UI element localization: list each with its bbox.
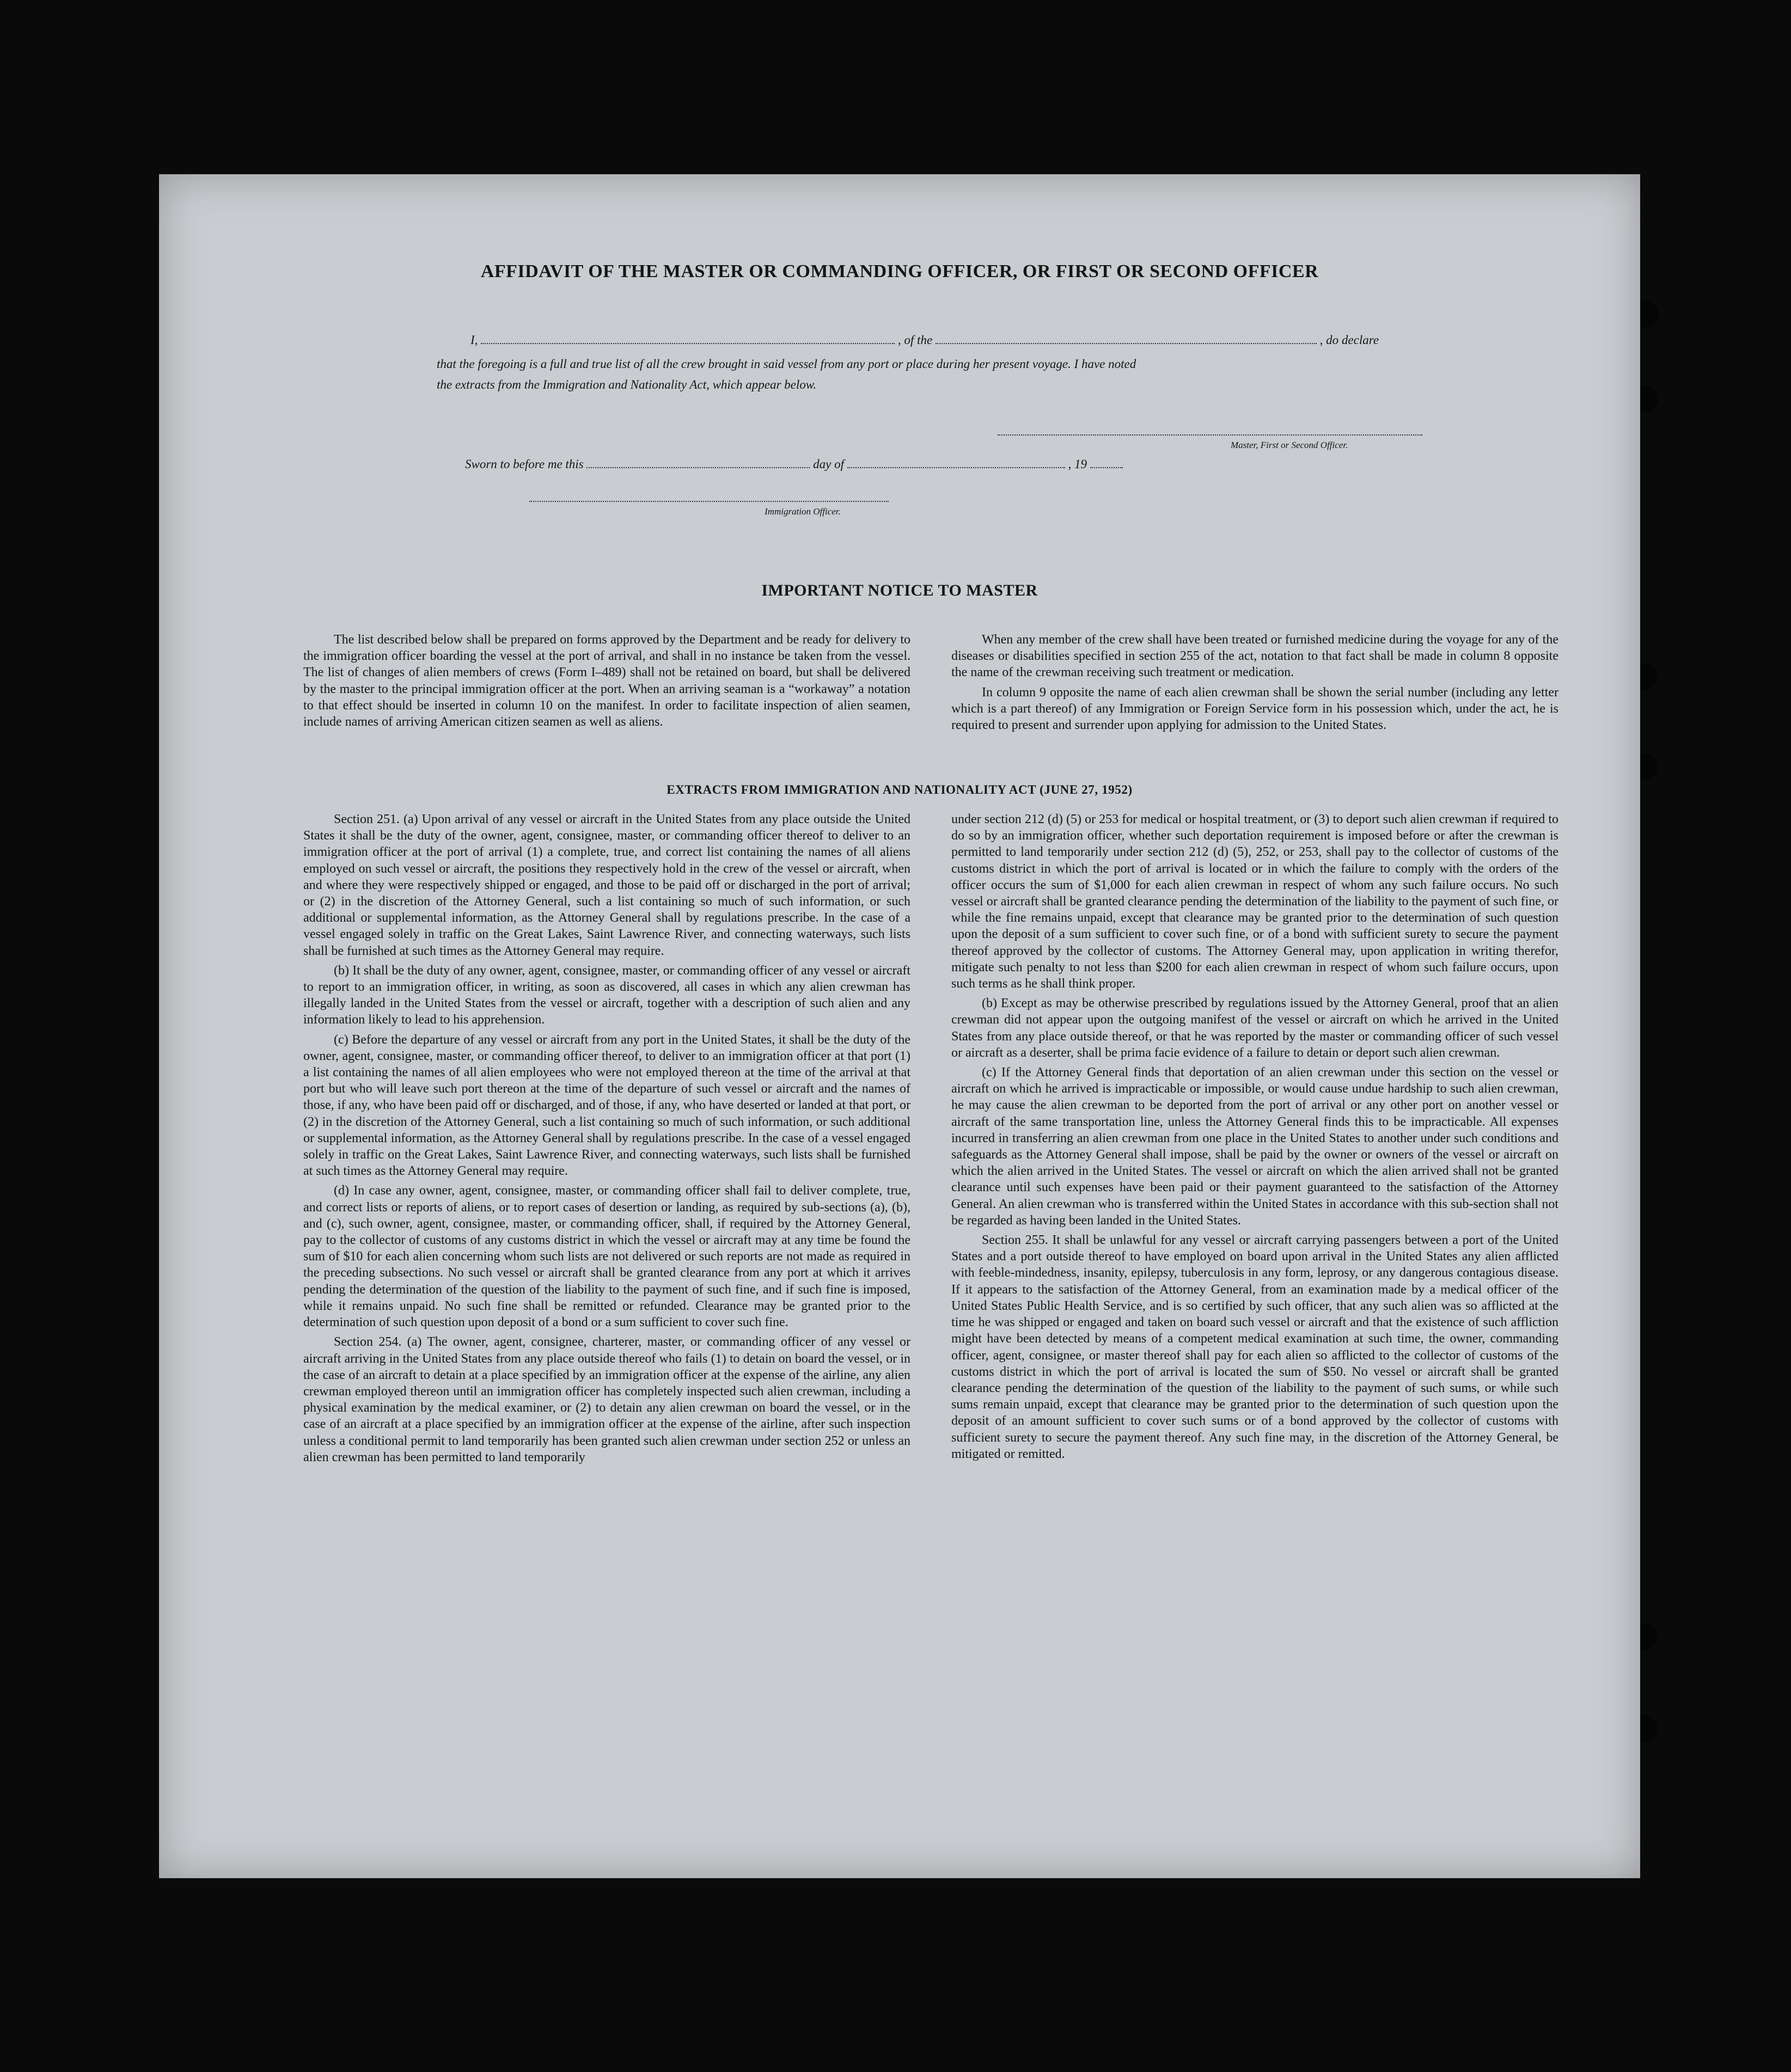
do-declare-label: , do declare — [1319, 333, 1379, 347]
declaration-line-1: that the foregoing is a full and true list of all the crew brought in said vessel from any port or place during her present voyage. I have noted — [437, 357, 1136, 371]
immigration-officer-label: Immigration Officer. — [765, 506, 841, 517]
i-label: I, — [470, 333, 478, 347]
section-paragraph: (c) Before the departure of any vessel or aircraft from any port in the United States, it shall be the duty of the owner, agent, consignee, master, or commanding officer thereof, to deliver to an immigration officer at that port (1) a list containing the names of all alien employees who were not employed thereon at the time of the arrival at that port but who will leave such port thereon at the time of the departure of such vessel or aircraft and the names of those, if any, who have been paid off or discharged, and of those, if any, who have deserted or landed at that port, or (2) in the discretion of the Attorney General, such a list containing so much of such information, or such additional or supplemental information, as the Attorney General shall by regulations prescribe. In the case of a vessel engaged solely in traffic on the Great Lakes, Saint Lawrence River, and connecting waterways, such lists shall be furnished at such times as the Attorney General may require. — [303, 1032, 910, 1179]
of-the-label: , of the — [897, 333, 933, 347]
extracts-left-column — [303, 811, 910, 1469]
extracts-right-column — [951, 811, 1558, 1466]
master-signature-label: Master, First or Second Officer. — [1231, 440, 1348, 450]
name-blank — [481, 333, 895, 344]
sworn-label: Sworn to before me this — [465, 457, 584, 471]
day-of-label: day of — [813, 457, 844, 471]
section-paragraph: (d) In case any owner, agent, consignee, master, or commanding officer shall fail to deliver complete, true, and correct lists or reports of aliens, or to report cases of desertion or landing, as required by sub-sections (a), (b), and (c), such owner, agent, consignee, master, or commanding officer, shall, if required by the Attorney General, pay to the collector of customs of any customs district in which the vessel or aircraft may at any time be found the sum of $10 for each alien concerning whom such lists are not delivered or such reports are not made as required in the preceding subsections. No such vessel or aircraft shall be granted clearance from any port at which it arrives pending the determination of the question of the liability to the payment of such fine, and if such fine is imposed, while it remains unpaid. No such fine shall be remitted or refunded. Clearance may be granted prior to the determination of such question upon deposit of a bond or a sum sufficient to cover such fine. — [303, 1184, 910, 1330]
declaration-line-2: the extracts from the Immigration and Nationality Act, which appear below. — [437, 378, 817, 391]
notice-right-paragraph: In column 9 opposite the name of each alien crewman shall be shown the serial number (including any letter which is a part thereof) of any Immigration or Foreign Service form in his possession which, under the act, he is required to present and surrender upon applying for admission to the United States. — [951, 685, 1558, 733]
master-signature-line — [998, 434, 1422, 436]
year-label: , 19 — [1068, 457, 1087, 471]
notice-title: IMPORTANT NOTICE TO MASTER — [761, 581, 1038, 599]
affidavit-title: AFFIDAVIT OF THE MASTER OR COMMANDING OFFICER, OR FIRST OR SECOND OFFICER — [480, 261, 1319, 281]
notice-left-column — [303, 632, 910, 733]
notice-right-paragraph: When any member of the crew shall have been treated or furnished medicine during the voyage for any of the diseases or disabilities specified in section 255 of the act, notation to that fact shall be made in column 8 opposite the name of the crewman receiving such treatment or medication. — [951, 633, 1558, 680]
vessel-blank — [936, 333, 1317, 344]
sworn-month-blank — [847, 457, 1065, 468]
section-paragraph: under section 212 (d) (5) or 253 for medical or hospital treatment, or (3) to deport such alien crewman if required to do so by an immigration officer, whether such deportation requirement is imposed before or after the crewman is permitted to land temporarily under section 212 (d) (5), 252, or 253, shall pay to the collector of customs of the customs district in which the port of arrival is located or in which the failure to comply with the orders of the officer occurs the sum of $1,000 for each alien crewman in respect of whom any such failure occurs. No such vessel or aircraft shall be granted clearance pending the determination of the liability to the payment of such fine, or while the fine remains unpaid, except that clearance may be granted prior to the determination of such question upon the deposit of a sum sufficient to cover such fine, or of a bond with sufficient surety to secure the payment thereof approved by the collector of customs. The Attorney General may, upon application in writing therefor, mitigate such penalty to not less than $200 for each alien crewman in respect of whom such failure occurs, upon such terms as he shall think proper. — [951, 812, 1558, 991]
section-paragraph: Section 254. (a) The owner, agent, consignee, charterer, master, or commanding officer of any vessel or aircraft arriving in the United States from any place outside thereof who fails (1) to detain on board the vessel, or in the case of an aircraft to detain at a place specified by an immigration officer at the expense of the airline, any alien crewman employed thereon until an immigration officer has completely inspected such alien crewman, including a physical examination by the medical examiner, or (2) to detain any alien crewman on board the vessel, or in the case of an aircraft at a place specified by an immigration officer at the expense of the airline, after such inspection unless a conditional permit to land temporarily has been granted such alien crewman under section 252 or unless an alien crewman has been permitted to land temporarily — [303, 1335, 910, 1464]
section-paragraph: Section 255. It shall be unlawful for any vessel or aircraft carrying passengers between a port of the United States and a port outside thereof to have employed on board upon arrival in the United States any alien afflicted with feeble-mindedness, insanity, epilepsy, tuberculosis in any form, leprosy, or any dangerous contagious disease. If it appears to the satisfaction of the Attorney General, from an examination made by a medical officer of the United States Public Health Service, and is so certified by such officer, that any such alien was so afflicted at the time he was shipped or engaged and taken on board such vessel or aircraft and that the existence of such affliction might have been detected by means of a competent medical examination at such time, the owner, commanding officer, agent, consignee, or master thereof shall pay for each alien so afflicted to the collector of customs of the customs district in which the port of arrival is located the sum of $50. No vessel or aircraft shall be granted clearance pending the determination of the question of the liability to the payment of such sums, or while such sums remain unpaid, except that clearance may be granted prior to the determination of such question upon the deposit of an amount sufficient to cover such sums or of a bond approved by the collector of customs with sufficient surety to secure the payment thereof. Any such fine may, in the discretion of the Attorney General, be mitigated or remitted. — [951, 1233, 1558, 1461]
notice-left-paragraph: The list described below shall be prepared on forms approved by the Department and be ready for delivery to the immigration officer boarding the vessel at the port of arrival, and shall in no instance be taken from the vessel. The list of changes of alien members of crews (Form I–489) shall not be retained on board, but shall be delivered by the master to the principal immigration officer at the port. When an arriving seaman is a “workaway” a notation to that effect should be inserted in column 10 on the manifest. In order to facilitate inspection of alien seamen, include names of arriving American citizen seamen as well as aliens. — [303, 633, 910, 730]
notice-right-column — [951, 632, 1558, 737]
section-paragraph: (b) It shall be the duty of any owner, agent, consignee, master, or commanding officer of any vessel or aircraft to report to an immigration officer, in writing, as soon as discovered, all cases in which any alien crewman has illegally landed in the United States from the vessel or aircraft, together with a description of such alien and any information likely to lead to his apprehension. — [303, 963, 910, 1027]
extracts-title: EXTRACTS FROM IMMIGRATION AND NATIONALITY ACT (JUNE 27, 1952) — [667, 783, 1133, 796]
sworn-day-blank — [586, 457, 810, 468]
immigration-officer-line — [529, 501, 889, 502]
section-paragraph: (b) Except as may be otherwise prescribed by regulations issued by the Attorney General, proof that an alien crewman did not appear upon the outgoing manifest of the vessel or aircraft on which he arrived in the United States from any place outside thereof, or that he was reported by the master or commanding officer of such vessel or aircraft as a deserter, shall be prima facie evidence of a failure to detain or deport such alien crewman. — [951, 996, 1558, 1060]
declaration-fill-line — [470, 333, 1379, 347]
document-page — [159, 174, 1640, 1878]
sworn-year-blank — [1090, 457, 1123, 468]
section-paragraph: (c) If the Attorney General finds that deportation of an alien crewman under this section on the vessel or aircraft on which he arrived is impracticable or impossible, or would cause undue hardship to such alien crewman, he may cause the alien crewman to be deported from the port of arrival or any other port on another vessel or aircraft of the same transportation line, unless the Attorney General finds this to be impracticable. All expenses incurred in transferring an alien crewman from one place in the United States to another under such conditions and safeguards as the Attorney General shall impose, shall be paid by the owner or owners of the vessel or aircraft on which the alien arrived in the United States. The vessel or aircraft on which the alien arrived shall not be granted clearance until such expenses have been paid or their payment guaranteed to the satisfaction of the Attorney General. An alien crewman who is transferred within the United States in accordance with this sub-section shall not be regarded as having been landed in the United States. — [951, 1065, 1558, 1228]
section-paragraph: Section 251. (a) Upon arrival of any vessel or aircraft in the United States from any place outside the United States it shall be the duty of the owner, agent, consignee, master, or commanding officer thereof to deliver to an immigration officer at the port of arrival (1) a complete, true, and correct list containing the names of all aliens employed on such vessel or aircraft, the positions they respectively hold in the crew of the vessel or aircraft, when and where they were respectively shipped or engaged, and those to be paid off or discharged in the port of arrival; or (2) in the discretion of the Attorney General, such a list containing so much of such information, or such additional or supplemental information, as the Attorney General shall by regulations prescribe. In the case of a vessel engaged solely in traffic on the Great Lakes, Saint Lawrence River, and connecting waterways, such lists shall be furnished at such times as the Attorney General may require. — [303, 812, 910, 958]
sworn-line — [465, 457, 1123, 471]
